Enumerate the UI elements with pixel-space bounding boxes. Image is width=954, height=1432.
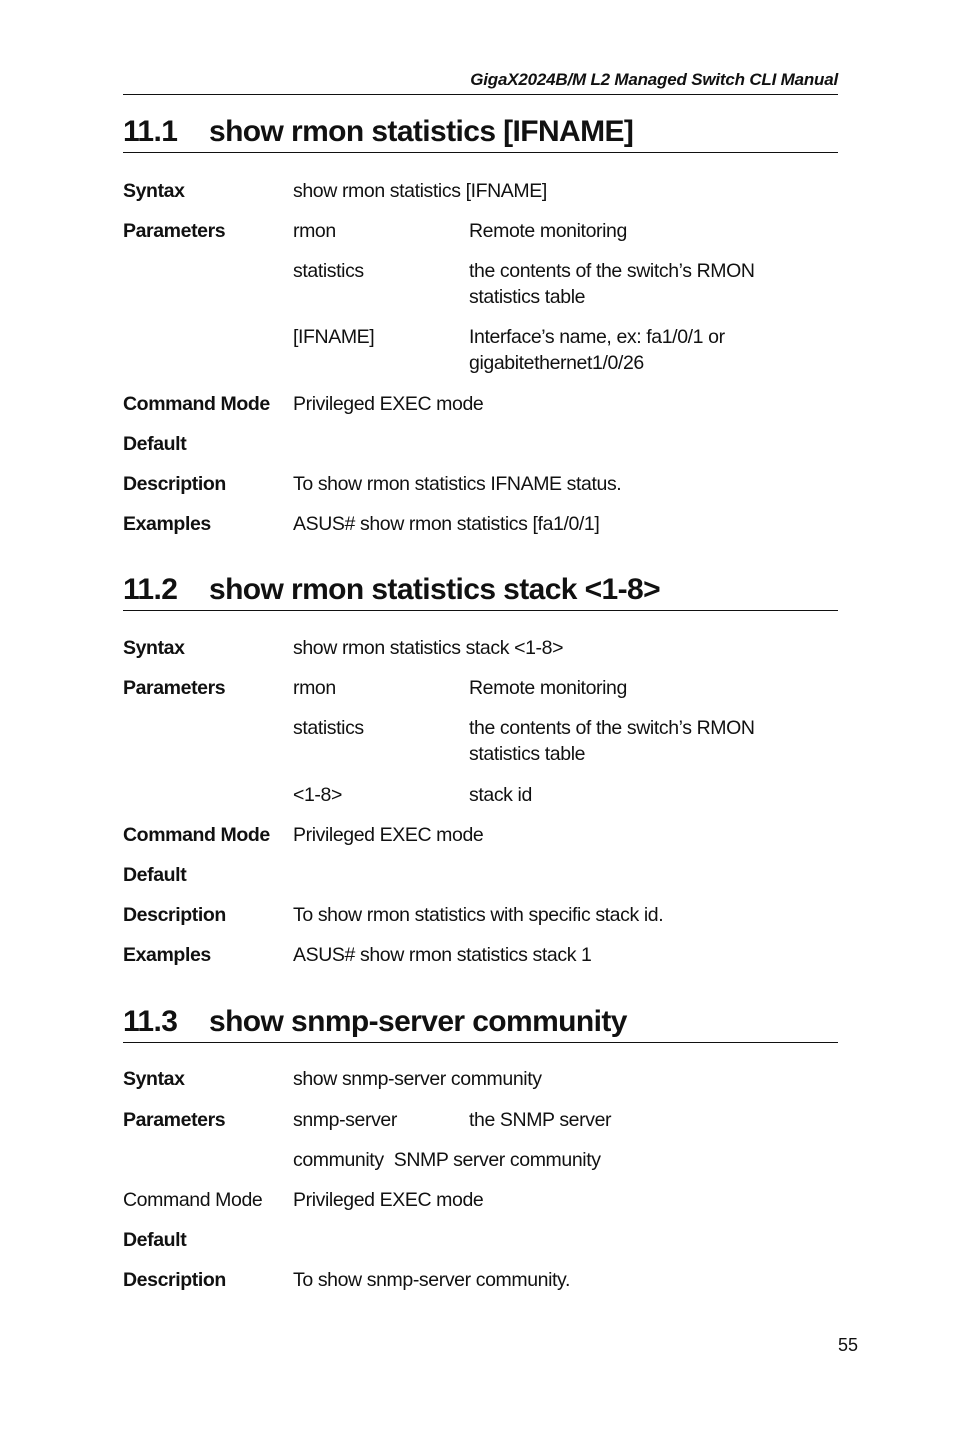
parameter-name: <1-8> (293, 784, 342, 806)
section-title-text: show rmon statistics stack <1-8> (209, 573, 661, 606)
parameter-description: Interface’s name, ex: fa1/0/1 or gigabitethernet1/0/26 (469, 326, 725, 374)
section-title-text: show rmon statistics [IFNAME] (209, 115, 634, 148)
command-mode-value: Privileged EXEC mode (293, 1189, 484, 1211)
parameters-label: Parameters (123, 1109, 226, 1131)
command-mode-label: Command Mode (123, 1189, 263, 1211)
section-title (123, 112, 838, 153)
parameter-name: community SNMP server community (293, 1149, 601, 1171)
parameter-name: snmp-server (293, 1109, 397, 1131)
parameter-name: [IFNAME] (293, 326, 375, 348)
section-title (123, 570, 838, 611)
examples-label: Examples (123, 513, 211, 535)
description-label: Description (123, 473, 226, 495)
syntax-label: Syntax (123, 637, 185, 659)
parameters-label: Parameters (123, 677, 226, 699)
parameter-name: rmon (293, 677, 336, 699)
section-number: 11.1 (123, 115, 178, 148)
syntax-value: show rmon statistics [IFNAME] (293, 180, 547, 202)
default-label: Default (123, 1229, 187, 1251)
syntax-label: Syntax (123, 180, 185, 202)
examples-value: ASUS# show rmon statistics stack 1 (293, 944, 592, 966)
default-label: Default (123, 433, 187, 455)
header-rule (123, 94, 838, 95)
parameter-name: statistics (293, 260, 364, 282)
command-mode-label: Command Mode (123, 824, 270, 846)
parameter-description: the SNMP server (469, 1109, 612, 1131)
description-value: To show snmp-server community. (293, 1269, 570, 1291)
default-label: Default (123, 864, 187, 886)
section-number: 11.3 (123, 1005, 178, 1038)
section-number: 11.2 (123, 573, 178, 606)
description-label: Description (123, 1269, 226, 1291)
description-label: Description (123, 904, 226, 926)
syntax-value: show rmon statistics stack <1-8> (293, 637, 564, 659)
command-mode-value: Privileged EXEC mode (293, 393, 484, 415)
command-mode-value: Privileged EXEC mode (293, 824, 484, 846)
syntax-label: Syntax (123, 1068, 185, 1090)
section-title-text: show snmp-server community (209, 1005, 627, 1038)
page-number: 55 (838, 1335, 859, 1355)
section-11-1-heading (123, 112, 838, 153)
running-header: GigaX2024B/M L2 Managed Switch CLI Manual (470, 70, 838, 89)
syntax-value: show snmp-server community (293, 1068, 542, 1090)
description-value: To show rmon statistics IFNAME status. (293, 473, 622, 495)
parameter-name: statistics (293, 717, 364, 739)
description-value: To show rmon statistics with specific stack id. (293, 904, 664, 926)
section-11-2-heading (123, 570, 838, 611)
parameter-name: rmon (293, 220, 336, 242)
section-11-3-heading (123, 1002, 838, 1043)
parameter-description: stack id (469, 784, 532, 806)
parameters-label: Parameters (123, 220, 226, 242)
parameter-description: the contents of the switch’s RMON statistics table (469, 260, 755, 308)
command-mode-label: Command Mode (123, 393, 270, 415)
parameter-description: Remote monitoring (469, 220, 627, 242)
examples-value: ASUS# show rmon statistics [fa1/0/1] (293, 513, 600, 535)
parameter-description: the contents of the switch’s RMON statistics table (469, 717, 755, 765)
parameter-description: Remote monitoring (469, 677, 627, 699)
examples-label: Examples (123, 944, 211, 966)
section-title (123, 1002, 838, 1043)
